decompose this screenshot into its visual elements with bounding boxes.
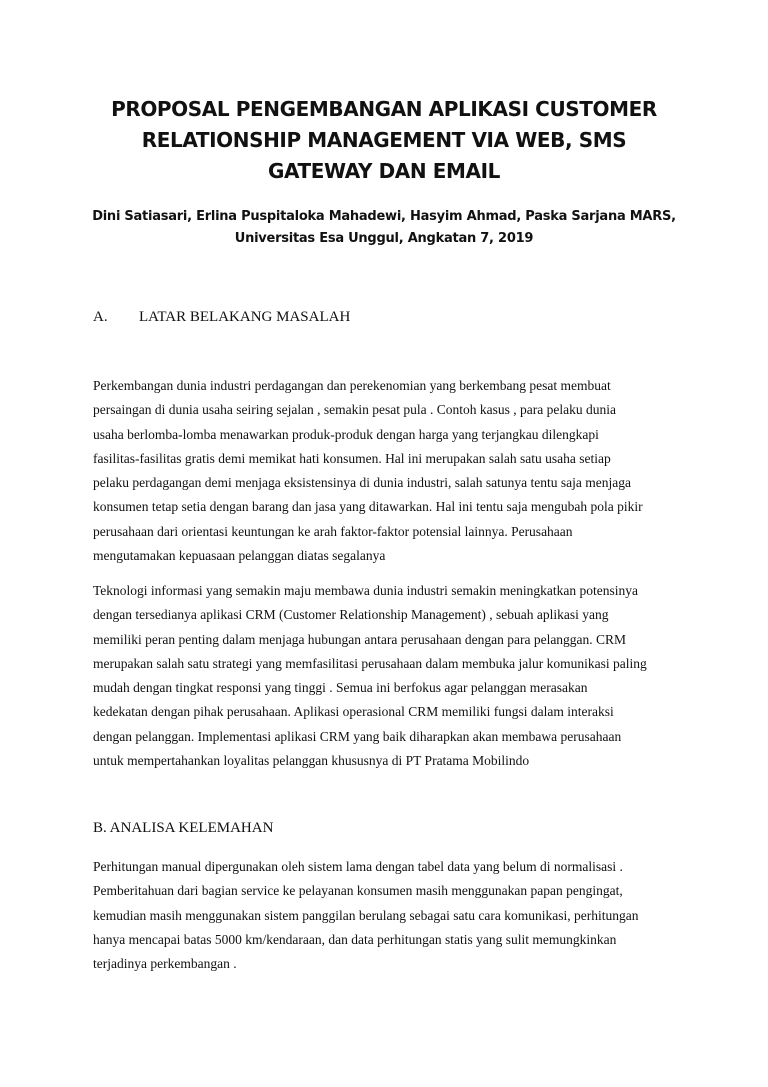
- authors-line: Dini Satiasari, Erlina Puspitaloka Mahadewi, Hasyim Ahmad, Paska Sarjana MARS,: [92, 209, 676, 224]
- paragraph-line: konsumen tetap setia dengan barang dan jasa yang ditawarkan. Hal ini tentu saja mengubah pola pikir: [93, 499, 643, 515]
- paragraph-line: perusahaan dari orientasi keuntungan ke arah faktor-faktor potensial lainnya. Perusahaan: [93, 523, 573, 539]
- paragraph-line: Pemberitahuan dari bagian service ke pelayanan konsumen masih menggunakan papan pengingat,: [93, 883, 623, 899]
- paragraph-line: untuk mempertahankan loyalitas pelanggan khususnya di PT Pratama Mobilindo: [93, 753, 530, 769]
- paragraph-line: Teknologi informasi yang semakin maju membawa dunia industri semakin meningkatkan potensinya: [93, 583, 638, 598]
- paragraph-line: persaingan di dunia usaha seiring sejalan , semakin pesat pula . Contoh kasus , para pelaku dunia: [93, 402, 616, 418]
- paragraph-line: mengutamakan kepuasaan pelanggan diatas segalanya: [93, 548, 386, 564]
- paragraph-line: kemudian masih menggunakan sistem panggilan berulang sebagai satu cara komunikasi, perhitungan: [93, 907, 639, 923]
- paragraph-line: mudah dengan tingkat responsi yang tinggi . Semua ini berfokus agar pelanggan merasakan: [93, 680, 588, 696]
- section-a-paragraph-2: [93, 579, 693, 773]
- authors-block: [84, 206, 684, 250]
- paragraph-line: hanya mencapai batas 5000 km/kendaraan, dan data perhitungan statis yang sulit memungkinkan: [93, 931, 617, 947]
- paragraph-line: memiliki peran penting dalam menjaga hubungan antara perusahaan dengan para pelanggan. CRM: [93, 631, 627, 647]
- paragraph-line: dengan pelanggan. Implementasi aplikasi CRM yang baik diharapkan akan membawa perusahaan: [93, 728, 622, 744]
- section-a-number: A.: [93, 309, 108, 325]
- paragraph-line: pelaku perdagangan demi menjaga eksistensinya di dunia industri, salah satunya tentu saja menjaga: [93, 475, 631, 491]
- section-b-paragraph: [93, 855, 693, 976]
- section-a-heading: [93, 309, 350, 326]
- paragraph-line: fasilitas-fasilitas gratis demi memikat hati konsumen. Hal ini merupakan salah satu usaha setiap: [93, 450, 611, 466]
- affiliation-line: Universitas Esa Unggul, Angkatan 7, 2019: [234, 231, 534, 246]
- paragraph-line: kedekatan dengan pihak perusahaan. Aplikasi operasional CRM memiliki fungsi dalam interaksi: [93, 704, 614, 720]
- section-a-paragraph-1: [93, 374, 693, 568]
- paragraph-line: terjadinya perkembangan .: [93, 956, 237, 972]
- paragraph-line: Perkembangan dunia industri perdagangan dan perekenomian yang berkembang pesat membuat: [93, 378, 611, 393]
- paragraph-line: usaha berlomba-lomba menawarkan produk-produk dengan harga yang terjangkau dilengkapi: [93, 426, 599, 442]
- document-title: PROPOSAL PENGEMBANGAN APLIKASI CUSTOMER RELATIONSHIP MANAGEMENT VIA WEB, SMS GATEWAY DAN EMAIL: [111, 97, 657, 183]
- section-b-heading: B. ANALISA KELEMAHAN: [93, 820, 274, 836]
- paragraph-line: Perhitungan manual dipergunakan oleh sistem lama dengan tabel data yang belum di normalisasi .: [93, 859, 623, 874]
- section-a-title: LATAR BELAKANG MASALAH: [139, 309, 351, 325]
- paragraph-line: dengan tersedianya aplikasi CRM (Customer Relationship Management) , sebuah aplikasi yang: [93, 607, 609, 623]
- paragraph-line: merupakan salah satu strategi yang memfasilitasi perusahaan dalam membuka jalur komunikasi paling: [93, 655, 647, 671]
